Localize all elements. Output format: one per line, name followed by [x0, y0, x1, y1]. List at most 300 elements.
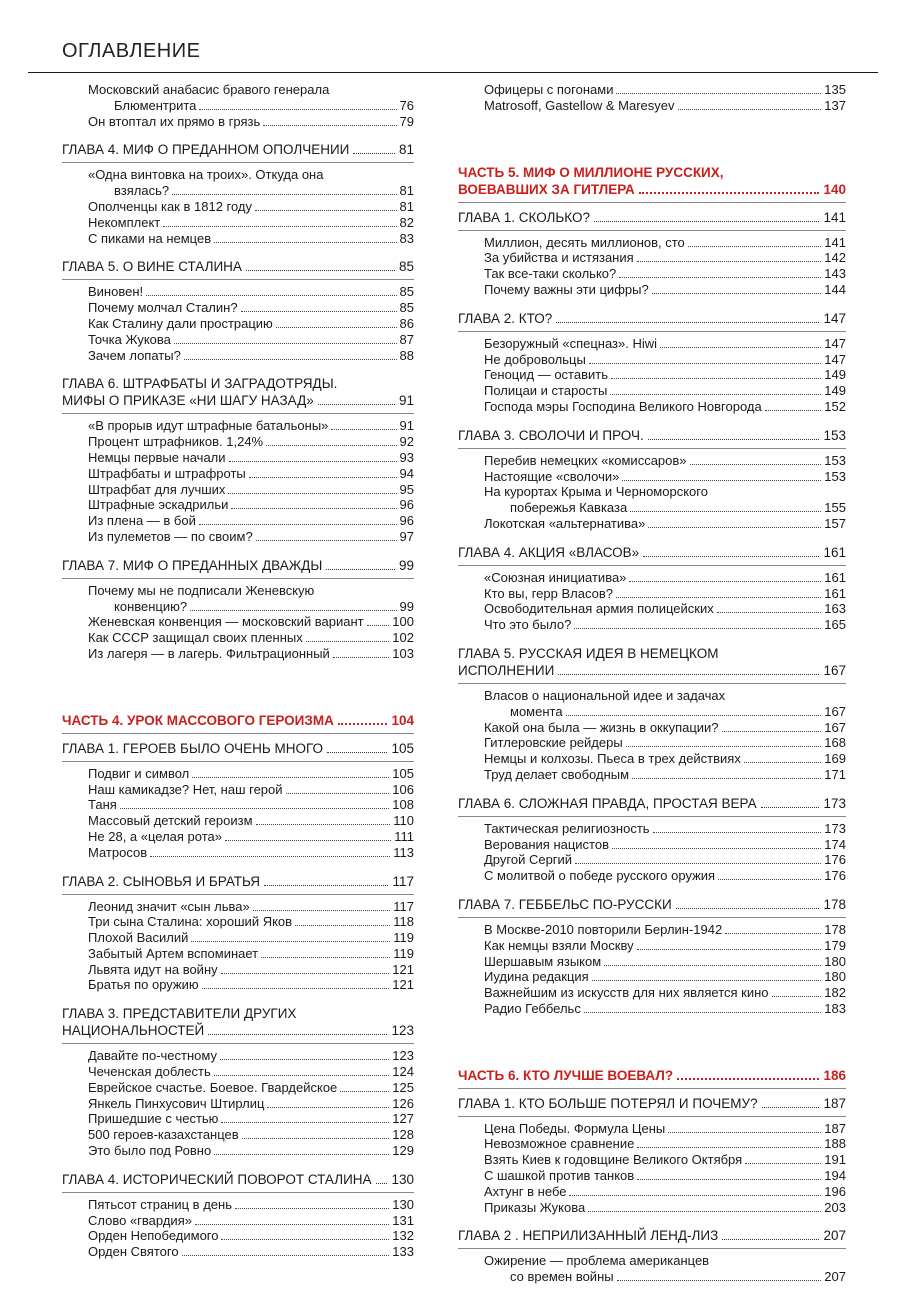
dot-leader	[261, 957, 390, 958]
toc-entry[interactable]	[484, 266, 846, 282]
dot-leader	[231, 508, 396, 509]
dot-leader	[688, 246, 822, 247]
entry-row	[88, 215, 414, 231]
chapter-items	[458, 332, 846, 421]
chapter-heading[interactable]	[62, 369, 414, 414]
entry-text-line: ГЛАВА 2. СЫНОВЬЯ И БРАТЬЯ	[62, 873, 261, 889]
entry-text-line: ЧАСТЬ 4. УРОК МАССОВОГО ГЕРОИЗМА	[62, 712, 334, 728]
entry-text-line: Немцы первые начали	[88, 449, 226, 465]
page-number: 88	[399, 347, 414, 363]
entry-row	[484, 516, 846, 532]
toc-entry[interactable]	[484, 82, 846, 98]
toc-right-column	[458, 80, 846, 1291]
dot-leader	[637, 949, 822, 950]
page-number: 81	[398, 142, 414, 158]
toc-entry[interactable]	[484, 767, 846, 783]
dot-leader	[592, 980, 822, 981]
page-number: 180	[824, 953, 846, 969]
entry-row	[88, 98, 414, 114]
toc-entry[interactable]	[484, 1152, 846, 1168]
toc-entry[interactable]	[88, 513, 414, 529]
entry-text-line: Еврейское счастье. Боевое. Гвардейское	[88, 1079, 338, 1095]
dot-leader	[648, 439, 820, 440]
toc-entry[interactable]	[88, 1048, 414, 1064]
toc-entry[interactable]	[484, 1184, 846, 1200]
entry-row	[88, 1213, 414, 1229]
page-number: 141	[823, 209, 846, 225]
toc-entry[interactable]	[484, 352, 846, 368]
entry-row	[484, 1001, 846, 1017]
entry-text-line: Таня	[88, 797, 117, 813]
chapter-heading[interactable]	[62, 999, 414, 1044]
entry-text-line: Штрафбаты и штрафроты	[88, 465, 246, 481]
dot-leader	[353, 153, 395, 154]
toc-entry[interactable]	[484, 1001, 846, 1017]
entry-text-line: Перебив немецких «комиссаров»	[484, 452, 687, 468]
entry-row	[62, 873, 414, 890]
page-number: 105	[391, 740, 414, 756]
entry-row	[88, 348, 414, 364]
part-heading-5[interactable]	[458, 164, 846, 203]
page-number: 91	[398, 393, 414, 409]
entry-text-line: Это было под Ровно	[88, 1143, 212, 1159]
dot-leader	[295, 925, 390, 926]
toc-entry[interactable]	[484, 282, 846, 298]
dot-leader	[604, 965, 821, 966]
toc-entry[interactable]	[484, 969, 846, 985]
entry-text-line: Зачем лопаты?	[88, 347, 181, 363]
dot-leader	[772, 996, 822, 997]
toc-entry[interactable]	[88, 766, 414, 782]
entry-text-line: Не добровольцы	[484, 351, 586, 367]
toc-entry[interactable]	[88, 1228, 414, 1244]
page-number: 173	[823, 795, 846, 811]
page-number: 191	[824, 1152, 846, 1168]
entry-text-line: Невозможное сравнение	[484, 1136, 635, 1152]
dot-leader	[331, 429, 396, 430]
page-number: 196	[824, 1183, 846, 1199]
dot-leader	[229, 461, 397, 462]
entry-row	[88, 1143, 414, 1159]
toc-entry[interactable]	[88, 348, 414, 364]
dot-leader	[192, 777, 389, 778]
page-number: 144	[824, 281, 846, 297]
entry-row	[88, 1197, 414, 1213]
toc-entry[interactable]	[484, 367, 846, 383]
toc-entry[interactable]	[484, 586, 846, 602]
toc-entry[interactable]	[88, 614, 414, 630]
toc-entry[interactable]	[484, 617, 846, 633]
toc-entry[interactable]	[484, 484, 846, 516]
entry-row	[62, 740, 414, 757]
toc-entry[interactable]	[484, 688, 846, 720]
page-number: 167	[824, 703, 846, 719]
entry-row	[88, 482, 414, 498]
chapter-items	[458, 1249, 846, 1291]
page-number: 119	[393, 930, 414, 946]
toc-entry[interactable]	[88, 914, 414, 930]
toc-entry[interactable]	[88, 1213, 414, 1229]
dot-leader	[267, 1107, 389, 1108]
entry-text-line: С пиками на немцев	[88, 230, 212, 246]
dot-leader	[619, 277, 821, 278]
dot-leader	[574, 628, 821, 629]
entry-text-line: С молитвой о победе русского оружия	[484, 868, 716, 884]
toc-entry[interactable]	[88, 646, 414, 662]
page-number: 96	[399, 497, 414, 513]
entry-text-line: ЧАСТЬ 5. МИФ О МИЛЛИОНЕ РУССКИХ,	[458, 164, 724, 180]
entry-row	[62, 712, 414, 729]
chapter-heading[interactable]	[458, 203, 846, 231]
entry-row	[484, 282, 846, 298]
entry-text-line: Из плена — в бой	[88, 513, 196, 529]
entry-text-line: «Союзная инициатива»	[484, 569, 627, 585]
entry-text-line: Из пулеметов — по своим?	[88, 528, 253, 544]
dot-leader	[718, 879, 821, 880]
dot-leader	[174, 343, 397, 344]
entry-row	[484, 98, 846, 114]
toc-entry[interactable]	[484, 336, 846, 352]
page-number: 168	[824, 735, 846, 751]
dot-leader	[214, 1075, 390, 1076]
entry-row	[484, 751, 846, 767]
toc-entry[interactable]	[484, 922, 846, 938]
page-number: 173	[824, 820, 846, 836]
toc-entry[interactable]	[484, 516, 846, 532]
entry-row	[62, 141, 414, 158]
page-number: 165	[824, 617, 846, 633]
toc-entry[interactable]	[484, 383, 846, 399]
page-number: 132	[392, 1228, 414, 1244]
page-number: 194	[824, 1168, 846, 1184]
dot-leader	[220, 1059, 389, 1060]
page-number: 119	[393, 945, 414, 961]
page-number: 141	[824, 234, 846, 250]
toc-entry[interactable]	[88, 813, 414, 829]
page-number: 137	[824, 97, 846, 113]
toc-entry[interactable]	[88, 316, 414, 332]
chapter-heading[interactable]	[458, 789, 846, 817]
dot-leader	[190, 610, 396, 611]
dot-leader	[235, 1208, 389, 1209]
page-number: 178	[823, 896, 846, 912]
chapter-heading[interactable]	[62, 252, 414, 280]
chapter-heading[interactable]	[62, 135, 414, 163]
entry-text-line: Так все-таки сколько?	[484, 266, 617, 282]
chapter-items	[62, 414, 414, 550]
entry-text-line: Немцы и колхозы. Пьеса в трех действиях	[484, 751, 741, 767]
entry-text-line: Иудина редакция	[484, 969, 589, 985]
chapter-heading[interactable]	[62, 867, 414, 895]
dot-leader	[558, 674, 819, 675]
entry-row	[88, 332, 414, 348]
entry-row	[484, 922, 846, 938]
toc-entry[interactable]	[88, 482, 414, 498]
toc-entry[interactable]	[88, 946, 414, 962]
toc-entry[interactable]	[484, 954, 846, 970]
entry-row	[458, 544, 846, 561]
toc-entry[interactable]	[88, 284, 414, 300]
entry-text-line: Матросов	[88, 844, 148, 860]
dot-leader	[643, 556, 819, 557]
page-number: 83	[399, 230, 414, 246]
dot-leader	[765, 410, 822, 411]
page-number: 130	[392, 1196, 414, 1212]
toc-entry[interactable]	[88, 231, 414, 247]
chapter-items	[62, 280, 414, 369]
page-number: 123	[392, 1048, 414, 1064]
dot-leader	[588, 1211, 821, 1212]
entry-row	[62, 1022, 414, 1039]
page-number: 81	[399, 183, 414, 199]
entry-text-line: В Москве-2010 повторили Берлин-1942	[484, 921, 723, 937]
toc-entry[interactable]	[88, 1111, 414, 1127]
page-number: 93	[399, 449, 414, 465]
toc-entry[interactable]	[88, 977, 414, 993]
page-number: 110	[393, 813, 414, 829]
toc-entry[interactable]	[88, 1197, 414, 1213]
page-number: 133	[392, 1244, 414, 1260]
toc-entry[interactable]	[484, 570, 846, 586]
toc-entry[interactable]	[88, 418, 414, 434]
chapter-heading[interactable]	[62, 551, 414, 579]
page-number: 91	[399, 418, 414, 434]
dot-leader	[652, 293, 822, 294]
toc-entry[interactable]	[88, 1143, 414, 1159]
toc-entry[interactable]	[484, 453, 846, 469]
entry-row	[88, 418, 414, 434]
toc-entry[interactable]	[88, 199, 414, 215]
toc-entry[interactable]	[88, 215, 414, 231]
toc-entry[interactable]	[484, 601, 846, 617]
chapter-items	[62, 579, 414, 668]
page-number: 147	[823, 310, 846, 326]
chapter-heading[interactable]	[458, 304, 846, 332]
toc-entry[interactable]	[88, 82, 414, 114]
entry-text-line: Пришедшие с честью	[88, 1111, 219, 1127]
entry-row	[88, 1228, 414, 1244]
toc-entry[interactable]	[484, 1253, 846, 1285]
page-title: ОГЛАВЛЕНИЕ	[62, 40, 201, 62]
toc-entry[interactable]	[484, 938, 846, 954]
page-number: 121	[392, 961, 414, 977]
entry-text-line: Почему важны эти цифры?	[484, 281, 649, 297]
dot-leader	[256, 824, 391, 825]
entry-row	[88, 782, 414, 798]
entry-text-line: Не 28, а «целая рота»	[88, 828, 222, 844]
dot-leader	[622, 480, 821, 481]
toc-entry[interactable]	[88, 1080, 414, 1096]
toc-entry[interactable]	[88, 1096, 414, 1112]
entry-row	[484, 969, 846, 985]
dot-leader	[677, 1078, 819, 1080]
page-number: 117	[393, 898, 414, 914]
toc-entry[interactable]	[88, 114, 414, 130]
toc-entry[interactable]	[88, 899, 414, 915]
toc-entry[interactable]	[88, 434, 414, 450]
page-number: 103	[392, 645, 414, 661]
toc-entry[interactable]	[88, 529, 414, 545]
entry-text-line: Цена Победы. Формула Цены	[484, 1120, 666, 1136]
entry-text-line: Виновен!	[88, 284, 144, 300]
entry-row	[458, 1067, 846, 1084]
toc-entry[interactable]	[484, 1136, 846, 1152]
toc-entry[interactable]	[88, 167, 414, 199]
entry-text-line: Как СССР защищал своих пленных	[88, 630, 303, 646]
toc-entry[interactable]	[484, 735, 846, 751]
toc-entry[interactable]	[484, 720, 846, 736]
toc-entry[interactable]	[88, 332, 414, 348]
page-number: 161	[824, 585, 846, 601]
entry-row	[484, 821, 846, 837]
entry-text-line: ГЛАВА 5. РУССКАЯ ИДЕЯ В НЕМЕЦКОМ	[458, 645, 719, 661]
toc-entry[interactable]	[88, 630, 414, 646]
chapter-heading[interactable]	[62, 1165, 414, 1193]
toc-entry[interactable]	[484, 399, 846, 415]
toc-entry[interactable]	[484, 98, 846, 114]
entry-text-line: Орден Святого	[88, 1244, 179, 1260]
entry-text-line: Гитлеровские рейдеры	[484, 735, 623, 751]
dot-leader	[326, 569, 395, 570]
entry-text-line: Приказы Жукова	[484, 1199, 586, 1215]
toc-entry[interactable]	[88, 1064, 414, 1080]
chapter-items	[458, 684, 846, 789]
page-number: 117	[392, 873, 414, 889]
entry-text-line: Точка Жукова	[88, 331, 171, 347]
toc-entry[interactable]	[484, 985, 846, 1001]
toc-entry[interactable]	[88, 497, 414, 513]
page-number: 92	[399, 434, 414, 450]
toc-entry[interactable]	[88, 782, 414, 798]
page-number: 85	[399, 300, 414, 316]
chapter-heading[interactable]	[458, 1221, 846, 1249]
entry-text-line: Почему мы не подписали Женевскую	[88, 582, 315, 598]
dot-leader	[566, 715, 822, 716]
toc-entry[interactable]	[484, 751, 846, 767]
dot-leader	[722, 1239, 819, 1240]
page-number: 124	[392, 1064, 414, 1080]
toc-entry[interactable]	[484, 235, 846, 251]
dot-leader	[264, 885, 388, 886]
toc-entry[interactable]	[484, 469, 846, 485]
dot-leader	[191, 941, 390, 942]
dot-leader	[172, 194, 396, 195]
chapter-heading[interactable]	[458, 1089, 846, 1117]
chapter-items	[458, 817, 846, 890]
toc-entry[interactable]	[88, 466, 414, 482]
dot-leader	[690, 464, 822, 465]
chapter-heading[interactable]	[458, 890, 846, 918]
toc-entry[interactable]	[88, 583, 414, 615]
dot-leader	[318, 404, 395, 405]
toc-entry[interactable]	[88, 930, 414, 946]
chapter-heading[interactable]	[458, 421, 846, 449]
entry-text-line: Труд делает свободным	[484, 766, 630, 782]
dot-leader	[761, 807, 820, 808]
part-heading-4[interactable]	[62, 712, 414, 734]
dot-leader	[745, 1163, 821, 1164]
page-number: 176	[824, 852, 846, 868]
toc-entry[interactable]	[88, 797, 414, 813]
page-number: 123	[391, 1023, 414, 1039]
entry-row	[88, 450, 414, 466]
entry-text-line: Настоящие «сволочи»	[484, 468, 620, 484]
page-number: 179	[824, 937, 846, 953]
chapter-group	[458, 203, 846, 1023]
toc-entry[interactable]	[484, 1200, 846, 1216]
toc-entry[interactable]	[88, 845, 414, 861]
entry-text-line: Львята идут на войну	[88, 961, 218, 977]
page-number: 176	[824, 868, 846, 884]
page-number: 87	[399, 331, 414, 347]
dot-leader	[639, 192, 820, 194]
entry-row	[484, 352, 846, 368]
entry-row	[484, 1152, 846, 1168]
entry-row	[484, 938, 846, 954]
toc-entry[interactable]	[88, 1244, 414, 1260]
entry-text-line: МИФЫ О ПРИКАЗЕ «НИ ШАГУ НАЗАД»	[62, 393, 314, 409]
dot-leader	[725, 933, 821, 934]
entry-row	[88, 914, 414, 930]
entry-text-line: Радио Геббельс	[484, 1000, 581, 1016]
toc-entry[interactable]	[484, 868, 846, 884]
toc-entry[interactable]	[484, 821, 846, 837]
page-number: 96	[399, 513, 414, 529]
entry-text-line: Некомплект	[88, 214, 161, 230]
entry-row	[88, 1096, 414, 1112]
toc-entry[interactable]	[88, 829, 414, 845]
entry-row	[484, 1184, 846, 1200]
entry-row	[458, 310, 846, 327]
entry-text-line: ГЛАВА 5. О ВИНЕ СТАЛИНА	[62, 259, 242, 275]
toc-entry[interactable]	[484, 250, 846, 266]
entry-row	[484, 1121, 846, 1137]
entry-row	[88, 962, 414, 978]
entry-row	[88, 1048, 414, 1064]
entry-text-line: Matrosoff, Gastellow & Maresyev	[484, 97, 675, 113]
entry-text-line: Давайте по-честному	[88, 1048, 217, 1064]
page-number: 143	[824, 266, 846, 282]
entry-text-line: Блюментрита	[114, 97, 197, 113]
chapter-heading[interactable]	[458, 538, 846, 566]
chapter-heading[interactable]	[62, 734, 414, 762]
header-divider	[28, 72, 878, 73]
entry-text-line: Массовый детский героизм	[88, 813, 253, 829]
toc-entry[interactable]	[484, 837, 846, 853]
entry-row	[484, 720, 846, 736]
toc-entry[interactable]	[484, 852, 846, 868]
toc-entry[interactable]	[88, 962, 414, 978]
entry-row	[88, 845, 414, 861]
part-heading-6[interactable]	[458, 1067, 846, 1089]
entry-text-line: 500 героев-казахстанцев	[88, 1127, 239, 1143]
toc-entry[interactable]	[88, 1127, 414, 1143]
page-number: 129	[392, 1143, 414, 1159]
toc-entry[interactable]	[484, 1168, 846, 1184]
entry-text-line: Что это было?	[484, 617, 572, 633]
chapter-items	[62, 163, 414, 252]
entry-text-line: Ополченцы как в 1812 году	[88, 198, 253, 214]
continued-items	[458, 80, 846, 120]
entry-row	[458, 795, 846, 812]
toc-entry[interactable]	[88, 300, 414, 316]
chapter-heading[interactable]	[458, 639, 846, 684]
entry-row	[88, 630, 414, 646]
toc-entry[interactable]	[88, 450, 414, 466]
entry-text-line: Из лагеря — в лагерь. Фильтрационный	[88, 645, 330, 661]
entry-text-line: Безоружный «спецназ». Hiwi	[484, 335, 658, 351]
toc-entry[interactable]	[484, 1121, 846, 1137]
